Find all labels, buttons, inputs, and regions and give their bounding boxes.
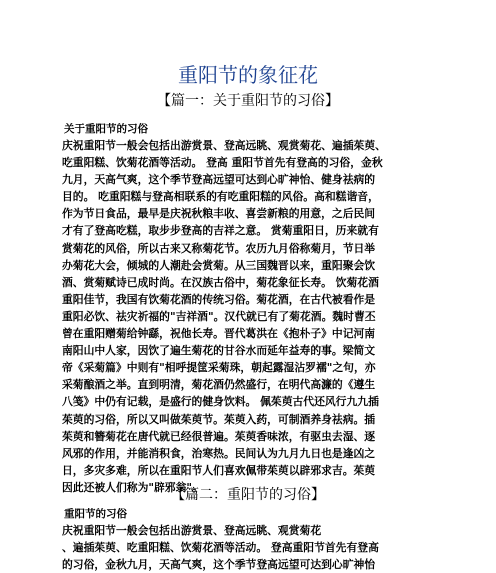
paragraph-line: 、遍插茱萸、吃重阳糕、饮菊花酒等活动。 登高重阳节首先有登高 <box>62 541 379 555</box>
paragraph-line: 曾在重阳赠菊给钟繇，祝他长寿。晋代葛洪在《抱朴子》中记河南 <box>62 327 376 341</box>
section-heading-2: 【篇二：重阳节的习俗】 <box>171 487 325 503</box>
paragraph-line: 采菊酿酒之举。直到明清，菊花酒仍然盛行，在明代高濂的《遵生 <box>62 378 376 392</box>
paragraph-line: 茱萸和簪菊花在唐代就已经很普遍。茱萸香味浓，有驱虫去湿、逐 <box>62 429 376 443</box>
paragraph-line: 因此还被人们称为"辟邪翁"。 <box>62 480 203 494</box>
paragraph-line: 的习俗，金秋九月，天高气爽，这个季节登高远望可达到心旷神怡 <box>62 558 376 572</box>
paragraph-line: 重阳佳节，我国有饮菊花酒的传统习俗。菊花酒，在古代被看作是 <box>62 292 376 306</box>
paragraph-line: 帝《采菊篇》中则有"相呼提筐采菊珠，朝起露湿沾罗襦"之句，亦 <box>62 361 376 375</box>
paragraph-line: 八笺》中仍有记载，是盛行的健身饮料。 佩茱萸古代还风行九九插 <box>62 395 379 409</box>
paragraph-line: 才有了登高吃糕，取步步登高的吉祥之意。 赏菊重阳日，历来就有 <box>62 224 379 238</box>
paragraph-line: 庆祝重阳节一般会包括出游赏景、登高远眺、观赏菊花、遍插茱萸、 <box>62 139 386 152</box>
paragraph-line: 风邪的作用，并能消积食，治寒热。民间认为九月九日也是逢凶之 <box>62 446 376 460</box>
paragraph-line: 庆祝重阳节一般会包括出游赏景、登高远眺、观赏菊花 <box>62 524 322 537</box>
paragraph-line: 日，多灾多难，所以在重阳节人们喜欢佩带茱萸以辟邪求吉。茱萸 <box>62 463 376 477</box>
section-heading-1: 【篇一：关于重阳节的习俗】 <box>157 93 339 109</box>
paragraph-line: 办菊花大会，倾城的人潮赴会赏菊。从三国魏晋以来，重阳聚会饮 <box>62 258 376 272</box>
paragraph-line: 吃重阳糕、饮菊花酒等活动。 登高 重阳节首先有登高的习俗，金秋 <box>62 156 383 170</box>
paragraph-line: 重阳必饮、祛灾祈福的"吉祥酒"。汉代就已有了菊花酒。魏时曹丕 <box>62 309 376 323</box>
document-title: 重阳节的象征花 <box>178 63 318 87</box>
paragraph-line: 赏菊花的风俗，所以古来又称菊花节。农历九月俗称菊月，节日举 <box>62 241 376 255</box>
paragraph-line: 九月，天高气爽，这个季节登高远望可达到心旷神怡、健身祛病的 <box>62 173 376 187</box>
section-body-1 <box>62 137 386 496</box>
section-subheading-1: 关于重阳节的习俗 <box>64 123 148 135</box>
paragraph-line: 目的。 吃重阳糕与登高相联系的有吃重阳糕的风俗。高和糕谐音， <box>62 190 379 204</box>
paragraph-line: 酒、赏菊赋诗已成时尚。在汉族古俗中，菊花象征长寿。 饮菊花酒 <box>62 275 379 289</box>
paragraph-line: 茱萸的习俗，所以又叫做茱萸节。茱萸入药，可制酒养身祛病。插 <box>62 412 376 426</box>
paragraph-line: 南阳山中人家，因饮了遍生菊花的甘谷水而延年益寿的事。梁简文 <box>62 344 376 358</box>
section-subheading-2: 重阳节的习俗 <box>64 508 127 520</box>
paragraph-line: 作为节日食品，最早是庆祝秋粮丰收、喜尝新粮的用意，之后民间 <box>62 207 376 221</box>
section-body-2 <box>62 522 379 573</box>
